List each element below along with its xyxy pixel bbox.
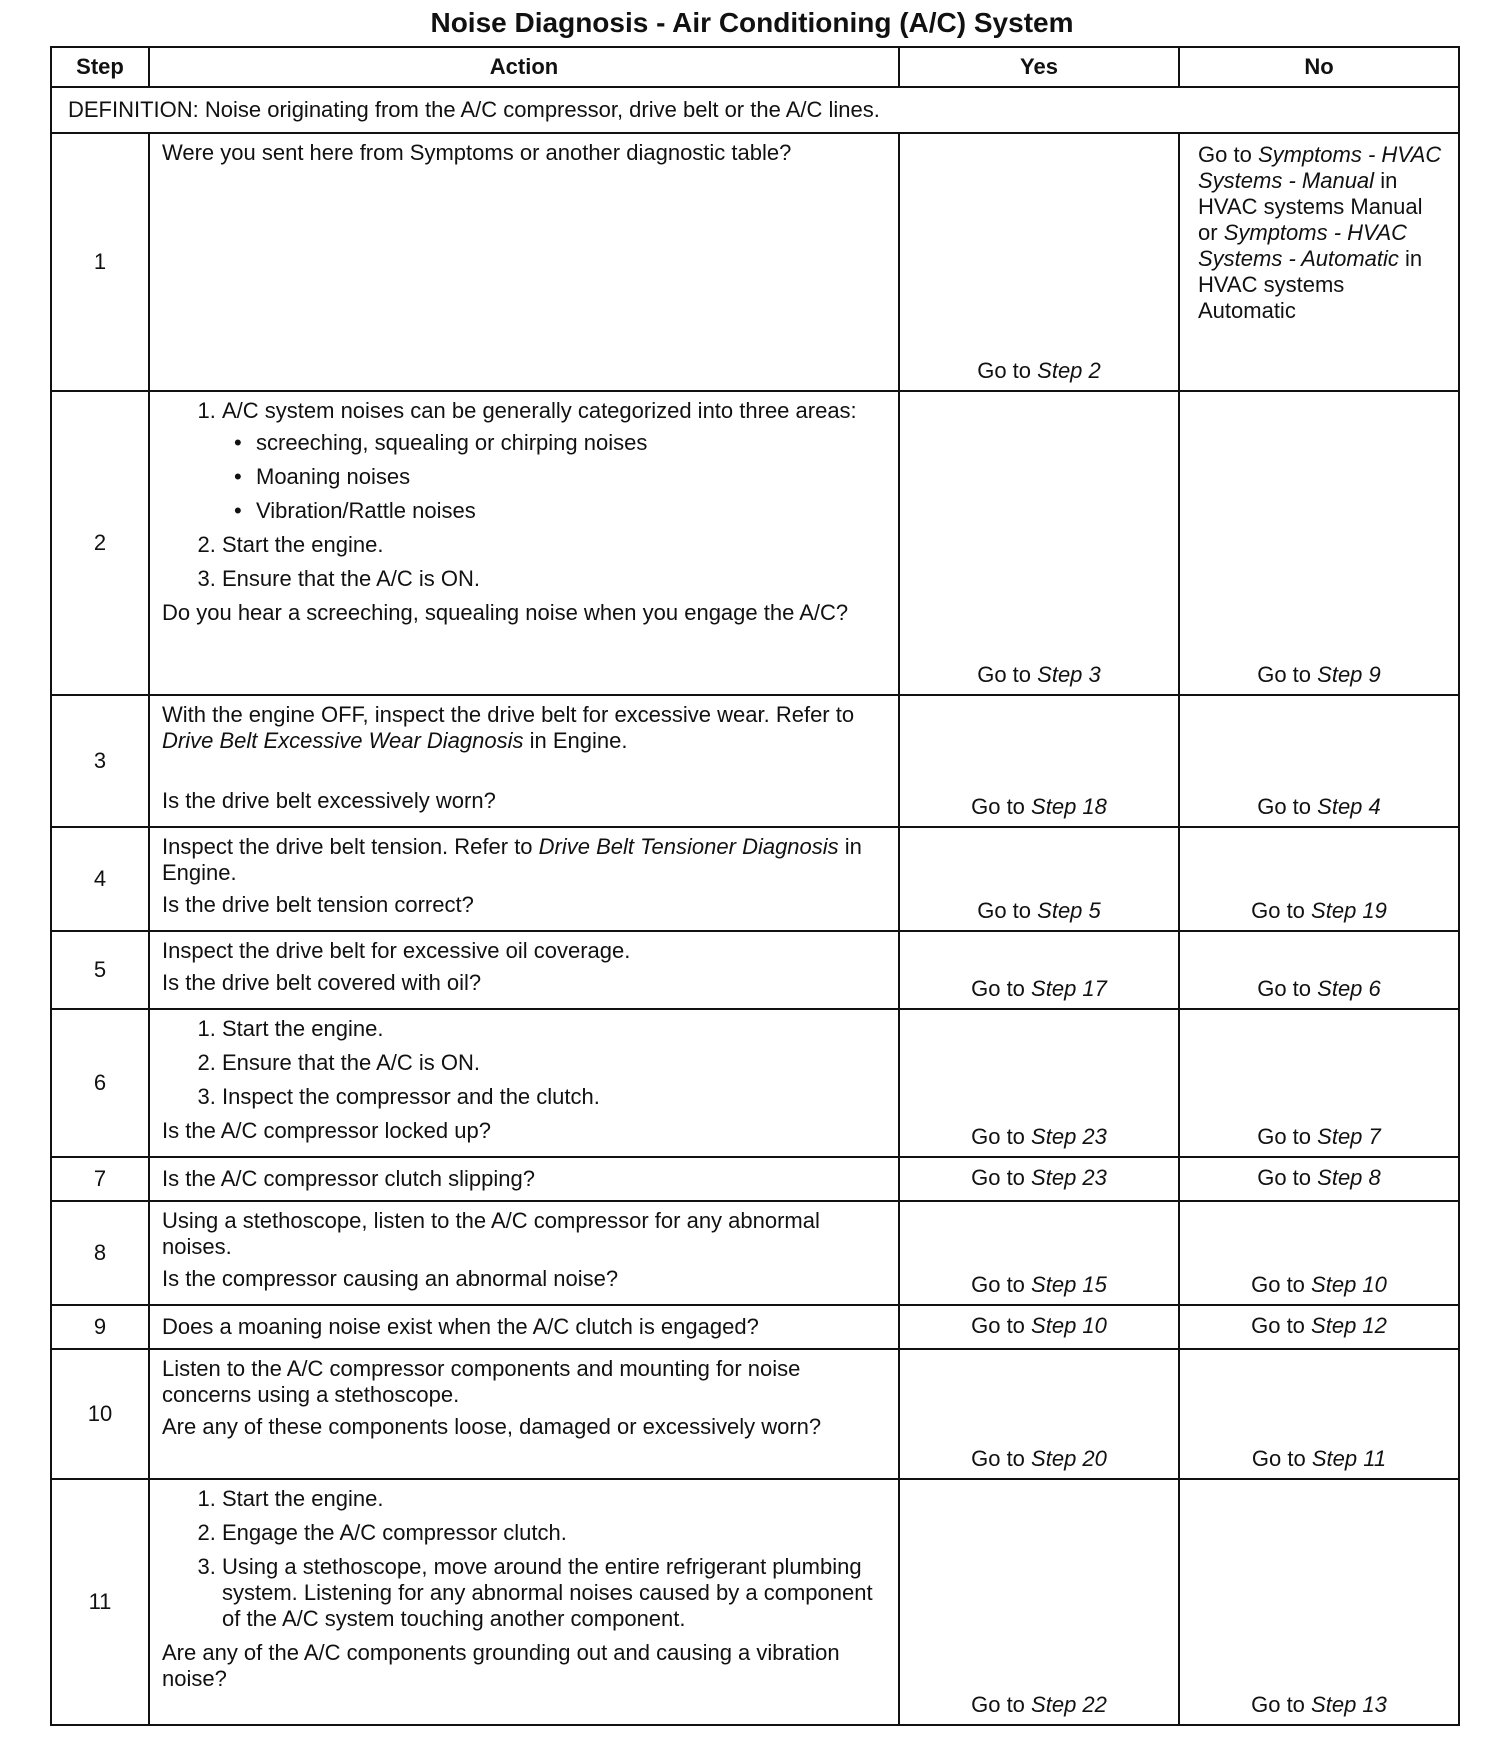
step-number: 6: [51, 1009, 149, 1157]
no-cell: Go to Step 12: [1179, 1305, 1459, 1349]
reference-text: in HVAC systems Manual or: [1198, 168, 1423, 245]
action-cell: [149, 391, 899, 695]
action-cell: [149, 1157, 899, 1201]
no-cell: Go to Step 6: [1179, 931, 1459, 1009]
yes-cell: Go to Step 23: [899, 1009, 1179, 1157]
yes-step-ref: Step 2: [1037, 358, 1101, 383]
table-row: [51, 1201, 1459, 1305]
no-step-ref: Step 12: [1311, 1313, 1387, 1338]
action-text: Using a stethoscope, listen to the A/C compressor for any abnormal noises.: [162, 1208, 820, 1259]
action-cell: [149, 827, 899, 931]
yes-step-ref: Step 17: [1031, 976, 1107, 1001]
header-no: No: [1179, 47, 1459, 87]
action-cell: [149, 1305, 899, 1349]
list-item: 3. Using a stethoscope, move around the entire refrigerant plumbing system. Listening for any abnormal noises caused by a component of the A/C system touching another component.: [222, 1554, 888, 1632]
no-step-ref: Step 11: [1311, 1446, 1387, 1471]
no-step-ref: Step 7: [1317, 1124, 1381, 1149]
table-row: [51, 827, 1459, 931]
action-text: Listen to the A/C compressor components and mounting for noise concerns using a stethoscope.: [162, 1356, 801, 1407]
yes-cell: Go to Step 23: [899, 1157, 1179, 1201]
yes-cell: Go to Step 20: [899, 1349, 1179, 1479]
list-item: 2. Engage the A/C compressor clutch.: [222, 1520, 888, 1546]
yes-cell: Go to Step 22: [899, 1479, 1179, 1725]
yes-step-ref: Step 23: [1031, 1124, 1107, 1149]
no-cell: Go to Step 10: [1179, 1201, 1459, 1305]
no-step-ref: Step 9: [1317, 662, 1381, 687]
no-cell: Go to Step 13: [1179, 1479, 1459, 1725]
action-question: Were you sent here from Symptoms or another diagnostic table?: [162, 140, 792, 165]
action-question: Is the A/C compressor clutch slipping?: [162, 1166, 535, 1191]
yes-step-ref: Step 18: [1031, 794, 1107, 819]
step-number: 10: [51, 1349, 149, 1479]
table-row: [51, 133, 1459, 391]
action-cell: [149, 695, 899, 827]
no-step-ref: Step 6: [1317, 976, 1381, 1001]
table-row: [51, 1349, 1459, 1479]
list-item: 1. A/C system noises can be generally categorized into three areas: • screeching, squealing or chirping noises • Moaning noises • Vibration/Rattle noises: [222, 398, 888, 524]
no-cell: Go to Step 9: [1179, 391, 1459, 695]
list-item: 3. Inspect the compressor and the clutch.: [222, 1084, 888, 1110]
action-list: [162, 1016, 888, 1110]
step-number: 1: [51, 133, 149, 391]
step-number: 11: [51, 1479, 149, 1725]
table-row: [51, 931, 1459, 1009]
header-yes: Yes: [899, 47, 1179, 87]
reference-link-text: Drive Belt Tensioner Diagnosis: [538, 834, 839, 859]
action-question: Is the A/C compressor locked up?: [162, 1118, 491, 1143]
go-to-label: Go to: [1198, 142, 1252, 167]
yes-cell: Go to Step 18: [899, 695, 1179, 827]
table-row: [51, 1305, 1459, 1349]
yes-cell: Go to Step 15: [899, 1201, 1179, 1305]
action-cell: [149, 931, 899, 1009]
action-question: Does a moaning noise exist when the A/C clutch is engaged?: [162, 1314, 759, 1339]
no-cell: Go to Step 19: [1179, 827, 1459, 931]
list-item: 3. Ensure that the A/C is ON.: [222, 566, 888, 592]
list-item: 2. Start the engine.: [222, 532, 888, 558]
go-to-label: Go to: [977, 358, 1032, 383]
header-action: Action: [149, 47, 899, 87]
table-header-row: [51, 47, 1459, 87]
action-cell: [149, 1009, 899, 1157]
action-question: Is the drive belt tension correct?: [162, 892, 474, 917]
yes-step-ref: Step 15: [1031, 1272, 1107, 1297]
bullet-list: [222, 430, 888, 524]
yes-cell: Go to Step 10: [899, 1305, 1179, 1349]
action-question: Is the drive belt excessively worn?: [162, 788, 496, 813]
table-row: [51, 1009, 1459, 1157]
step-number: 3: [51, 695, 149, 827]
yes-step-ref: Step 5: [1037, 898, 1101, 923]
list-item: 1. Start the engine.: [222, 1486, 888, 1512]
action-question: Do you hear a screeching, squealing noise when you engage the A/C?: [162, 600, 849, 625]
yes-step-ref: Step 10: [1031, 1313, 1107, 1338]
no-step-ref: Step 8: [1317, 1165, 1381, 1190]
yes-cell: Go to Step 17: [899, 931, 1179, 1009]
list-item: • Moaning noises: [234, 464, 411, 489]
no-step-ref: Step 4: [1317, 794, 1381, 819]
document-title: Noise Diagnosis - Air Conditioning (A/C) System: [430, 7, 1074, 38]
action-text: With the engine OFF, inspect the drive belt for excessive wear. Refer to Drive Belt Excessive Wear Diagnosis in Engine.: [162, 702, 855, 753]
step-number: 7: [51, 1157, 149, 1201]
action-cell: [149, 133, 899, 391]
step-number: 9: [51, 1305, 149, 1349]
diagnosis-table: [50, 46, 1460, 1726]
table-row: [51, 1157, 1459, 1201]
no-step-ref: Step 19: [1311, 898, 1387, 923]
no-step-ref: Step 10: [1311, 1272, 1387, 1297]
no-step-ref: Step 13: [1311, 1692, 1387, 1717]
step-number: 8: [51, 1201, 149, 1305]
action-question: Is the compressor causing an abnormal noise?: [162, 1266, 619, 1291]
action-list: [162, 1486, 888, 1632]
no-cell: Go to Step 7: [1179, 1009, 1459, 1157]
table-row: [51, 1479, 1459, 1725]
reference-link-text: Drive Belt Excessive Wear Diagnosis: [162, 728, 524, 753]
action-text: Inspect the drive belt tension. Refer to Drive Belt Tensioner Diagnosis in Engine.: [162, 834, 862, 885]
step-number: 4: [51, 827, 149, 931]
list-item: • screeching, squealing or chirping noises: [234, 430, 648, 455]
action-list: [162, 398, 888, 592]
no-cell: Go to Step 4: [1179, 695, 1459, 827]
yes-cell: Go to Step 5: [899, 827, 1179, 931]
action-text: Inspect the drive belt for excessive oil coverage.: [162, 938, 631, 963]
definition-text: DEFINITION: Noise originating from the A/C compressor, drive belt or the A/C lines.: [51, 87, 1459, 133]
action-cell: [149, 1349, 899, 1479]
action-question: Are any of the A/C components grounding out and causing a vibration noise?: [162, 1640, 840, 1691]
action-cell: [149, 1479, 899, 1725]
header-step: Step: [51, 47, 149, 87]
list-item: • Vibration/Rattle noises: [234, 498, 476, 523]
action-question: Is the drive belt covered with oil?: [162, 970, 482, 995]
step-number: 2: [51, 391, 149, 695]
no-cell: [1179, 133, 1459, 391]
yes-cell: [899, 133, 1179, 391]
reference-text: in HVAC systems Automatic: [1198, 246, 1423, 323]
step-number: 5: [51, 931, 149, 1009]
yes-cell: Go to Step 3: [899, 391, 1179, 695]
reference-symptoms-automatic: Symptoms - HVAC Systems - Automatic: [1198, 220, 1408, 271]
no-cell: Go to Step 8: [1179, 1157, 1459, 1201]
yes-step-ref: Step 23: [1031, 1165, 1107, 1190]
reference-symptoms-manual: Symptoms - HVAC Systems - Manual: [1198, 142, 1442, 193]
list-item: 2. Ensure that the A/C is ON.: [222, 1050, 888, 1076]
list-item: 1. Start the engine.: [222, 1016, 888, 1042]
yes-step-ref: Step 22: [1031, 1692, 1107, 1717]
yes-step-ref: Step 3: [1037, 662, 1101, 687]
no-cell: Go to Step 11: [1179, 1349, 1459, 1479]
action-question: Are any of these components loose, damaged or excessively worn?: [162, 1414, 822, 1439]
definition-row: [51, 87, 1459, 133]
action-cell: [149, 1201, 899, 1305]
yes-step-ref: Step 20: [1031, 1446, 1107, 1471]
table-row: [51, 391, 1459, 695]
table-row: [51, 695, 1459, 827]
